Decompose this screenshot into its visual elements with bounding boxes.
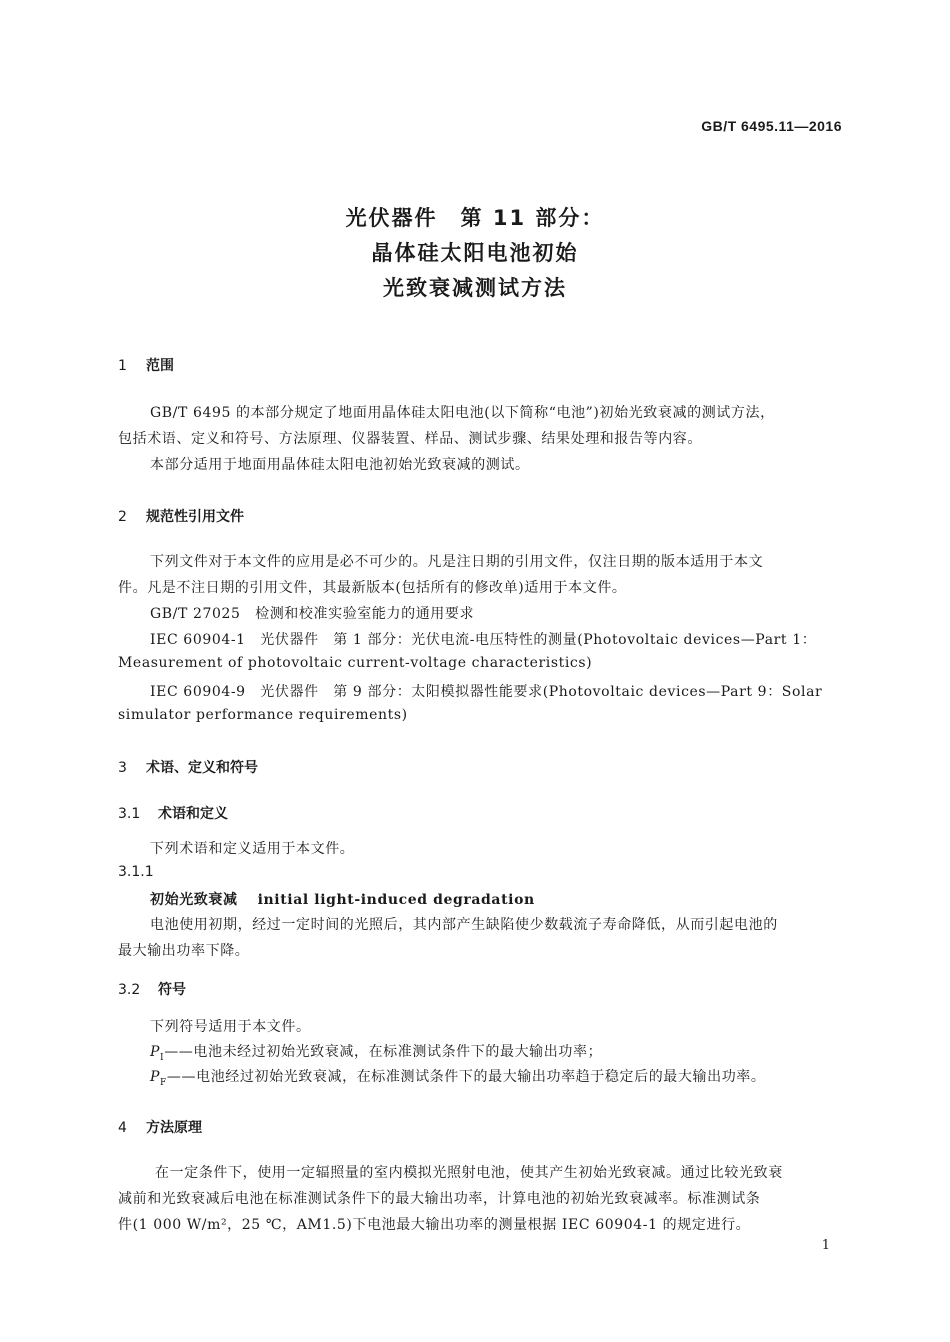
subsection-title: 符号 — [158, 982, 186, 998]
section-number: 2 — [118, 509, 127, 525]
paragraph: 本部分适用于地面用晶体硅太阳电池初始光致衰减的测试。 — [150, 457, 530, 473]
paragraph: 下列符号适用于本文件。 — [150, 1019, 311, 1035]
symbol-description: ——电池未经过初始光致衰减，在标准测试条件下的最大输出功率； — [164, 1044, 603, 1060]
definition-cont: 最大输出功率下降。 — [118, 943, 250, 959]
title-line-1: 光伏器件 第 11 部分： — [345, 206, 605, 230]
paragraph: 下列术语和定义适用于本文件。 — [150, 841, 355, 857]
reference-item: IEC 60904-9 光伏器件 第 9 部分：太阳模拟器性能要求(Photovoltaic devices—Part 9：Solar — [150, 684, 823, 700]
section-title: 范围 — [146, 358, 174, 374]
section-1-heading — [118, 355, 174, 375]
section-number: 4 — [118, 1120, 127, 1136]
paragraph: 在一定条件下，使用一定辐照量的室内模拟光照射电池，使其产生初始光致衰减。通过比较光致衰 — [155, 1165, 783, 1181]
reference-item-cont: Measurement of photovoltaic current-voltage characteristics) — [118, 655, 593, 671]
section-3-heading — [118, 757, 258, 777]
subsection-number: 3.1 — [118, 806, 141, 822]
symbol-entry — [150, 1041, 602, 1063]
title-line-3: 光致衰减测试方法 — [383, 276, 567, 300]
subsection-number: 3.2 — [118, 982, 141, 998]
paragraph: 件(1 000 W/m²，25 ℃，AM1.5)下电池最大输出功率的测量根据 IEC 60904-1 的规定进行。 — [118, 1217, 751, 1233]
subsection-title: 术语和定义 — [158, 806, 228, 822]
clause-3-1-1-number: 3.1.1 — [118, 864, 154, 880]
symbol-subscript: F — [160, 1077, 167, 1088]
reference-item: IEC 60904-1 光伏器件 第 1 部分：光伏电流-电压特性的测量(Photovoltaic devices—Part 1： — [150, 632, 817, 648]
paragraph: 减前和光致衰减后电池在标准测试条件下的最大输出功率，计算电池的初始光致衰减率。标准测试条 — [118, 1191, 761, 1207]
standard-number: GB/T 6495.11—2016 — [701, 118, 842, 134]
symbol-letter: P — [150, 1069, 161, 1085]
section-2-heading — [118, 506, 244, 526]
paragraph: 下列文件对于本文件的应用是必不可少的。凡是注日期的引用文件，仅注日期的版本适用于本文 — [150, 554, 764, 570]
definition: 电池使用初期，经过一定时间的光照后，其内部产生缺陷使少数载流子寿命降低，从而引起电池的 — [150, 917, 778, 933]
term-chinese: 初始光致衰减 — [150, 892, 238, 908]
section-number: 3 — [118, 760, 127, 776]
section-title: 方法原理 — [146, 1120, 202, 1136]
paragraph: 包括术语、定义和符号、方法原理、仪器装置、样品、测试步骤、结果处理和报告等内容。 — [118, 431, 702, 447]
section-4-heading — [118, 1117, 202, 1137]
symbol-entry — [150, 1066, 766, 1088]
section-number: 1 — [118, 358, 127, 374]
term-english: initial light-induced degradation — [257, 892, 535, 908]
subsection-3-2-heading — [118, 979, 186, 999]
symbol-subscript: I — [160, 1052, 165, 1063]
section-title: 规范性引用文件 — [146, 509, 244, 525]
paragraph: GB/T 6495 的本部分规定了地面用晶体硅太阳电池(以下简称“电池”)初始光致衰减的测试方法， — [150, 405, 775, 421]
term-entry — [150, 889, 535, 909]
section-title: 术语、定义和符号 — [146, 760, 258, 776]
reference-item-cont: simulator performance requirements) — [118, 707, 408, 723]
paragraph: 件。凡是不注日期的引用文件，其最新版本(包括所有的修改单)适用于本文件。 — [118, 580, 627, 596]
symbol-letter: P — [150, 1044, 161, 1060]
title-line-2: 晶体硅太阳电池初始 — [371, 241, 579, 265]
reference-item: GB/T 27025 检测和校准实验室能力的通用要求 — [150, 606, 475, 622]
page-number: 1 — [821, 1238, 830, 1253]
subsection-3-1-heading — [118, 803, 228, 823]
symbol-description: ——电池经过初始光致衰减，在标准测试条件下的最大输出功率趋于稳定后的最大输出功率。 — [166, 1069, 766, 1085]
